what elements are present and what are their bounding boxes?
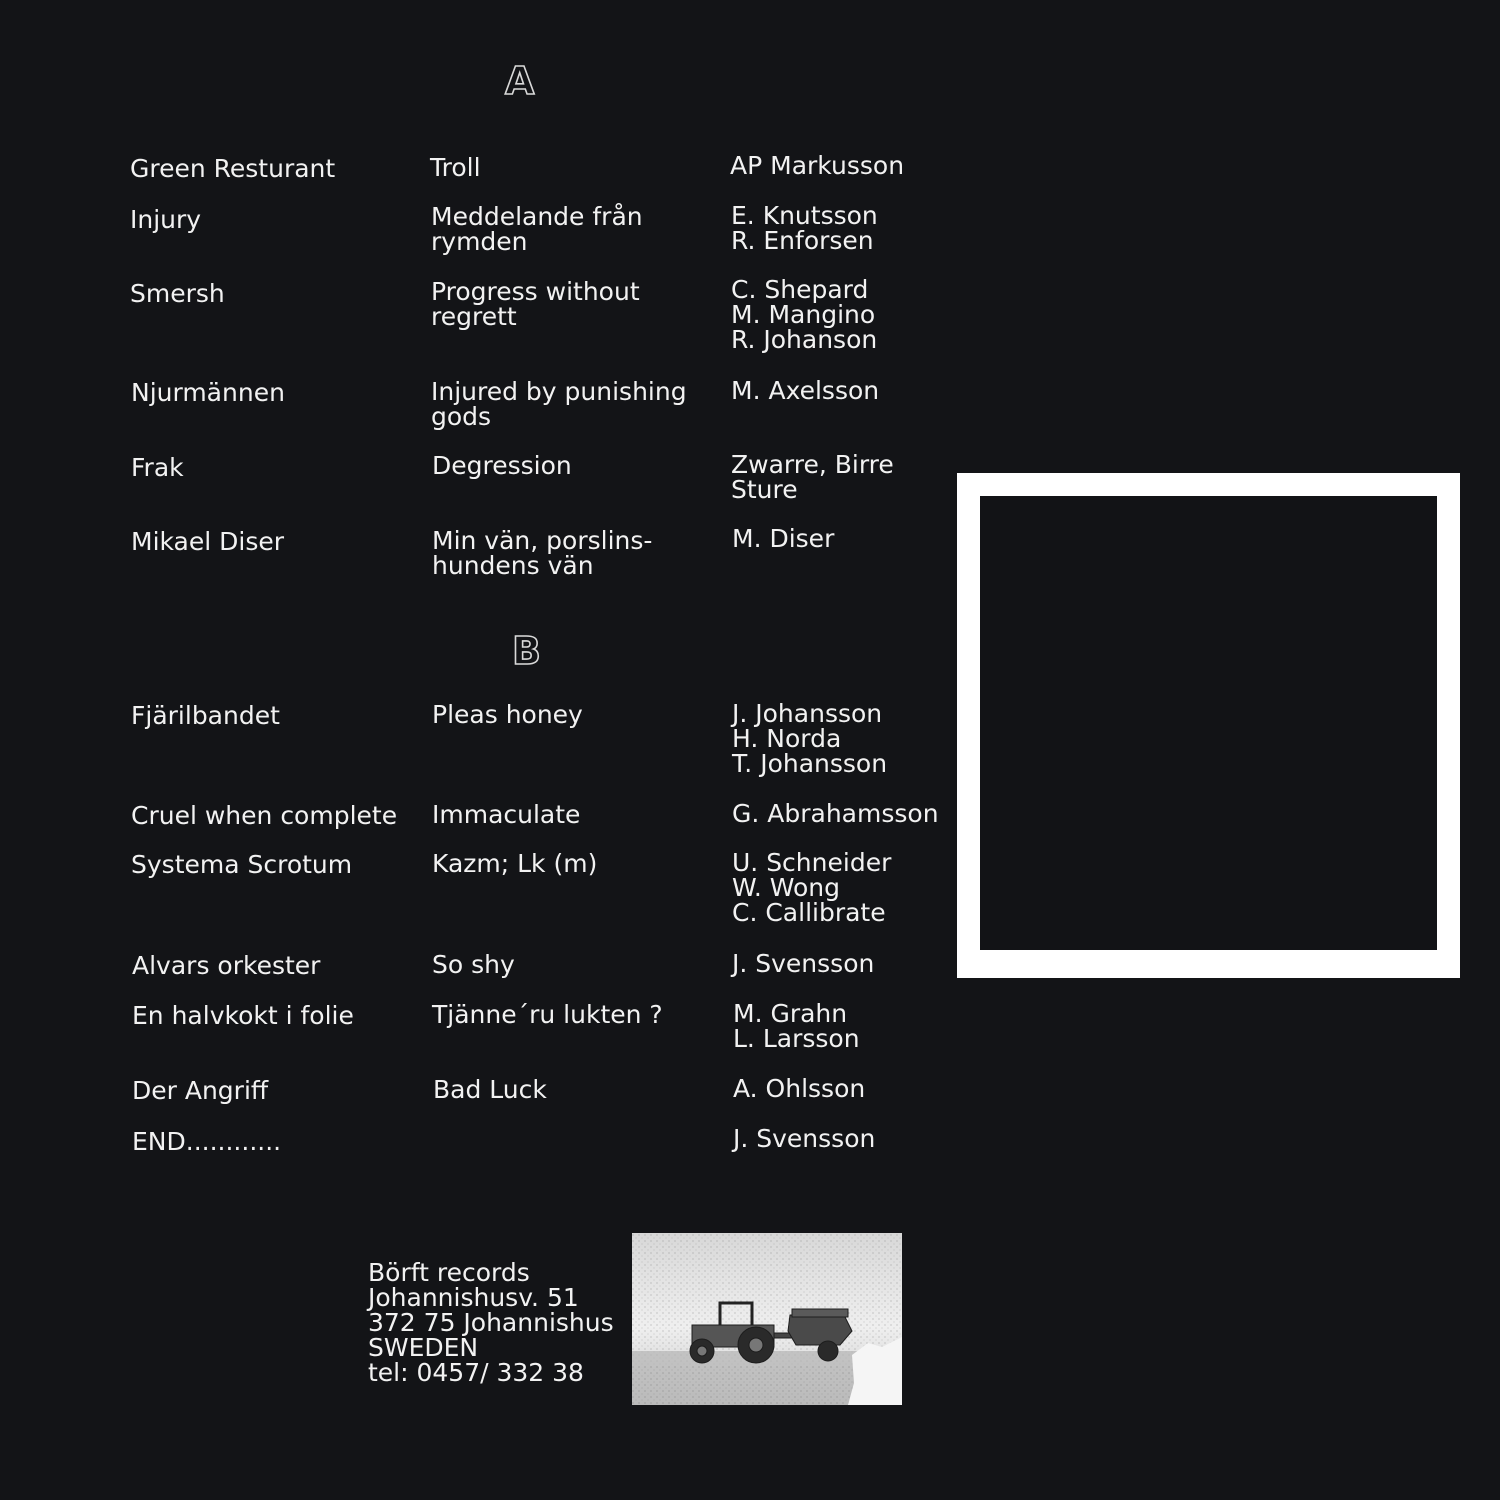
track-title: Min vän, porslins- hundens vän [432,526,653,580]
track-credits: C. Shepard M. Mangino R. Johanson [731,275,878,354]
label-name: Börft records [368,1258,530,1287]
track-artist: Systema Scrotum [131,850,353,879]
track-artist: Green Resturant [130,154,336,183]
track-credits: M. Diser [732,524,835,553]
track-title: Tjänne´ru lukten ? [432,1000,663,1029]
track-credits: E. Knutsson R. Enforsen [731,201,878,255]
label-city: 372 75 Johannishus [368,1308,614,1337]
track-credits: AP Markusson [730,151,905,180]
tractor-photo [632,1233,902,1405]
track-artist: Mikael Diser [131,527,285,556]
track-title: Meddelande från rymden [431,202,643,256]
track-artist: Injury [130,205,202,234]
side-a-heading: A [505,59,535,103]
label-country: SWEDEN [368,1333,479,1362]
track-credits: J. Johansson H. Norda T. Johansson [732,699,888,778]
track-title: Immaculate [432,800,581,829]
track-title: Progress without regrett [431,277,640,331]
track-credits: J. Svensson [732,949,875,978]
track-credits: M. Grahn L. Larsson [733,999,860,1053]
track-title: So shy [432,950,515,979]
tractor-photo-image [632,1233,902,1405]
track-credits: J. Svensson [733,1124,876,1153]
track-artist: Smersh [130,279,225,308]
track-title: Troll [430,153,481,182]
side-b-heading: B [512,629,541,673]
track-credits: G. Abrahamsson [732,799,939,828]
track-credits: U. Schneider W. Wong C. Callibrate [732,848,892,927]
track-title: Kazm; Lk (m) [432,849,598,878]
track-artist: Der Angriff [132,1076,269,1105]
track-artist: Njurmännen [131,378,285,407]
track-artist: En halvkokt i folie [132,1001,354,1030]
white-square-frame [957,473,1460,978]
label-phone: tel: 0457/ 332 38 [368,1358,584,1387]
track-artist: END............ [132,1127,282,1156]
track-title: Pleas honey [432,700,583,729]
track-title: Degression [432,451,572,480]
track-artist: Cruel when complete [131,801,398,830]
label-street: Johannishusv. 51 [368,1283,579,1312]
track-title: Injured by punishing gods [431,377,687,431]
track-credits: M. Axelsson [731,376,880,405]
track-credits: Zwarre, Birre Sture [731,450,894,504]
track-artist: Fjärilbandet [131,701,280,730]
label-address [368,1260,614,1385]
track-artist: Frak [131,453,184,482]
track-credits: A. Ohlsson [733,1074,866,1103]
track-artist: Alvars orkester [132,951,321,980]
track-title: Bad Luck [433,1075,547,1104]
